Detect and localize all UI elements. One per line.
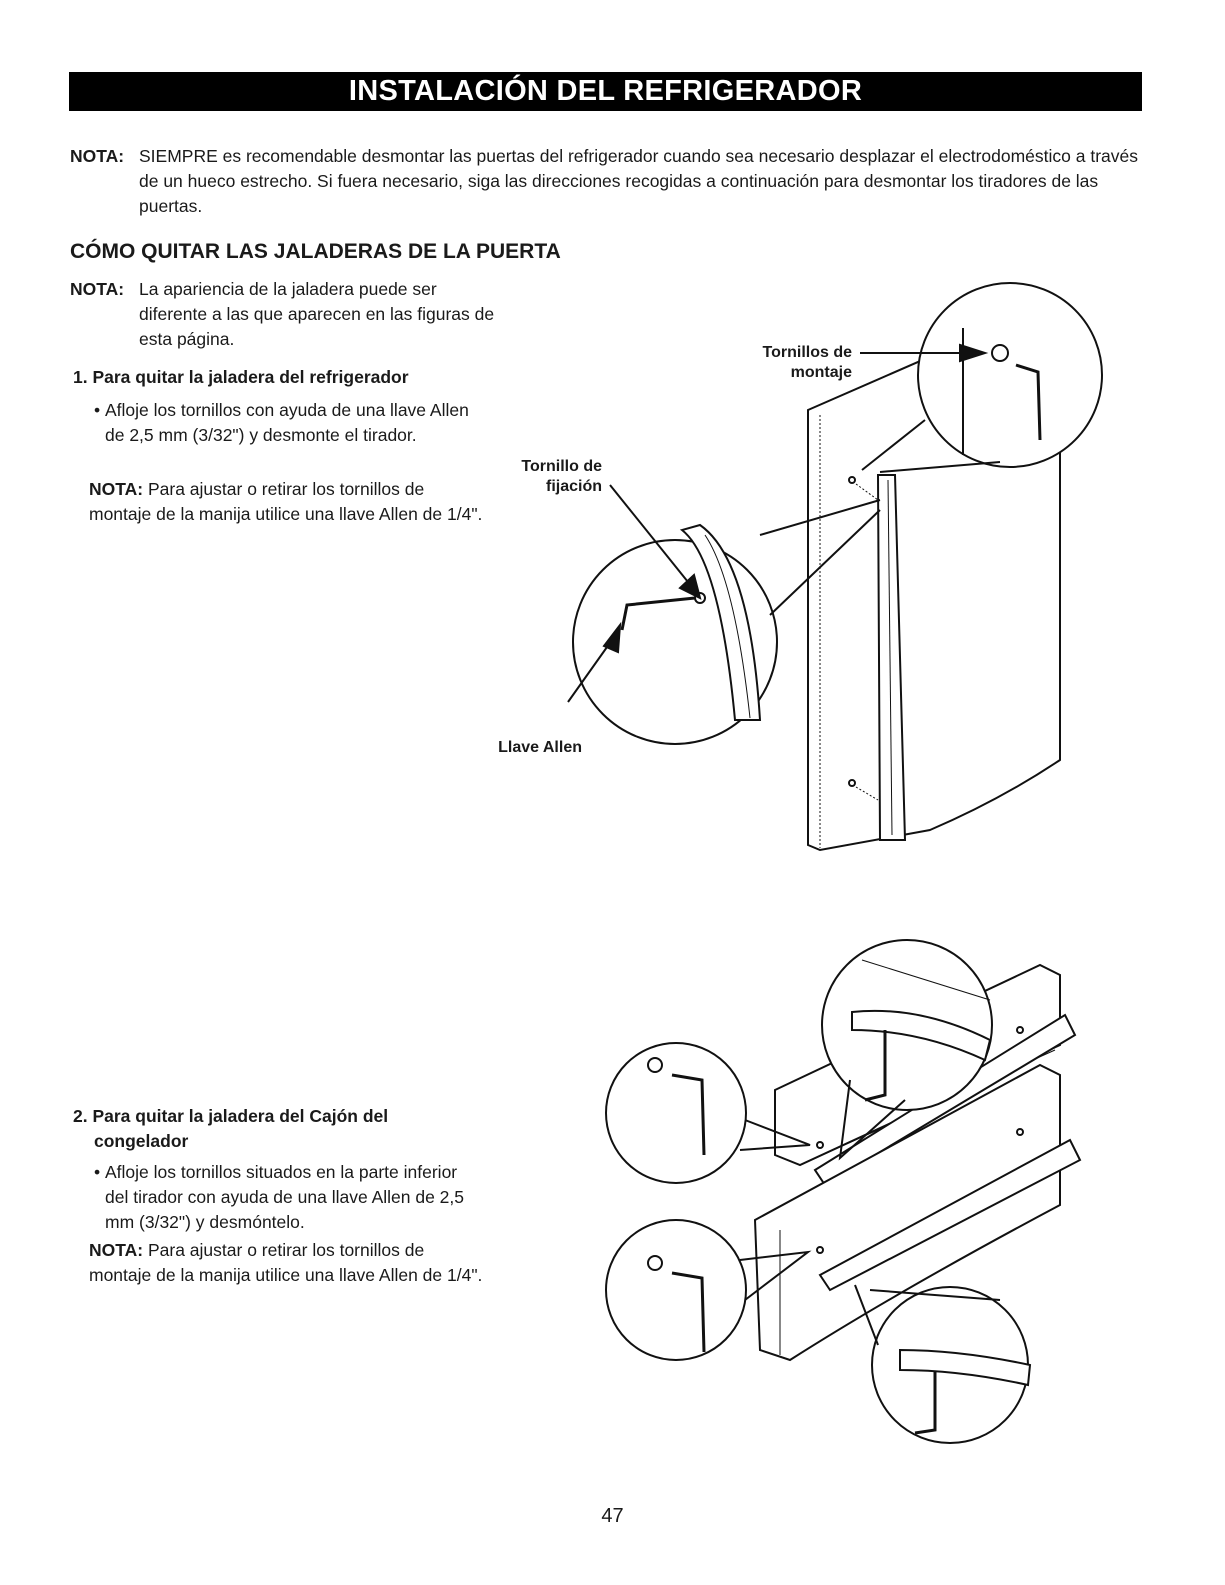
label-setscrew-line1: Tornillo de <box>521 458 602 475</box>
section-note-text: La apariencia de la jaladera puede ser diferente a las que aparecen en las figuras de esta página. <box>139 279 495 349</box>
top-note-text: SIEMPRE es recomendable desmontar las puertas del refrigerador cuando sea necesario desplazar el electrodoméstico a través de un hueco estrecho. Si fuera necesario, siga las direcciones recogidas a continuación para desmontar los tiradores de las puertas. <box>139 146 1138 216</box>
step1-title: 1. Para quitar la jaladera del refrigerador <box>73 367 409 387</box>
label-mounting-line1: Tornillos de <box>762 344 852 361</box>
bullet-dot: • <box>94 400 101 420</box>
step2-note-label: NOTA: <box>89 1240 144 1260</box>
step2-bullet-text: Afloje los tornillos situados en la parte inferior del tirador con ayuda de una llave Allen de 2,5 mm (3/32") y desmóntelo. <box>105 1162 465 1232</box>
magnifier-upper-screw <box>606 1043 746 1183</box>
step2-title-line1: 2. Para quitar la jaladera del Cajón del <box>73 1106 389 1126</box>
step1-note-label: NOTA: <box>89 479 144 499</box>
page-title: INSTALACIÓN DEL REFRIGERADOR <box>348 75 863 107</box>
step1-bullet-text: Afloje los tornillos con ayuda de una llave Allen de 2,5 mm (3/32") y desmonte el tirador. <box>105 400 469 445</box>
section-note-label: NOTA: <box>70 279 125 299</box>
top-note-label: NOTA: <box>70 146 125 166</box>
magnifier-lower-screw <box>606 1220 746 1360</box>
section-title: CÓMO QUITAR LAS JALADERAS DE LA PUERTA <box>70 240 561 263</box>
bullet-dot: • <box>94 1162 101 1182</box>
label-setscrew-line2: fijación <box>545 478 602 495</box>
step2-title-line2: congelador <box>94 1131 189 1151</box>
page-number: 47 <box>601 1505 624 1527</box>
label-mounting-line2: montaje <box>790 364 852 381</box>
label-allen-key: Llave Allen <box>498 739 582 756</box>
step1-note-text: Para ajustar o retirar los tornillos de montaje de la manija utilice una llave Allen de 1/4". <box>89 479 483 524</box>
step2-note-text: Para ajustar o retirar los tornillos de montaje de la manija utilice una llave Allen de 1/4". <box>89 1240 483 1285</box>
